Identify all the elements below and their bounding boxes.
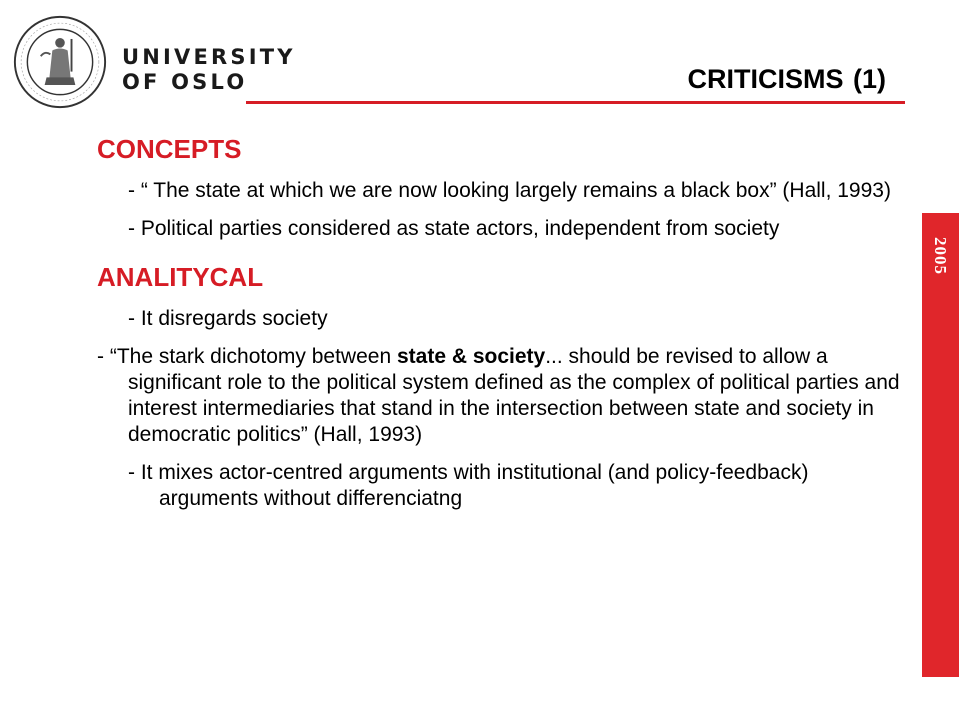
university-wordmark bbox=[122, 45, 296, 95]
analytical-quote bbox=[97, 344, 907, 448]
quote-prefix: - “The stark dichotomy between bbox=[97, 345, 397, 368]
heading-analytical: ANALITYCAL bbox=[97, 262, 264, 292]
concepts-bullet-1: - “ The state at which we are now looking largely remains a black box” (Hall, 1993) bbox=[128, 179, 891, 202]
title-underline bbox=[246, 101, 905, 104]
analytical-bullet-3: - It mixes actor-centred arguments with institutional (and policy-feedback) arguments without differenciatng bbox=[128, 461, 809, 510]
year-side-bar bbox=[922, 213, 959, 677]
university-seal-logo bbox=[12, 14, 108, 110]
concepts-bullet-2: - Political parties considered as state actors, independent from society bbox=[128, 217, 780, 240]
year-label: 2005 bbox=[931, 237, 950, 275]
slide-title: CRITICISMS (1) bbox=[687, 64, 886, 94]
slide-content bbox=[97, 132, 907, 512]
quote-suffix: ... should be revised to allow a significant role to the political system defined as the complex of political parties and interest intermediaries that stand in the intersection between state and society in democratic politics” (Hall, 1993) bbox=[128, 345, 900, 446]
heading-concepts: CONCEPTS bbox=[97, 134, 242, 164]
university-line-2: OF OSLO bbox=[122, 70, 248, 94]
university-line-1: UNIVERSITY bbox=[122, 45, 296, 69]
quote-bold-term: state & society bbox=[396, 345, 546, 368]
analytical-bullet-1: - It disregards society bbox=[128, 307, 328, 330]
